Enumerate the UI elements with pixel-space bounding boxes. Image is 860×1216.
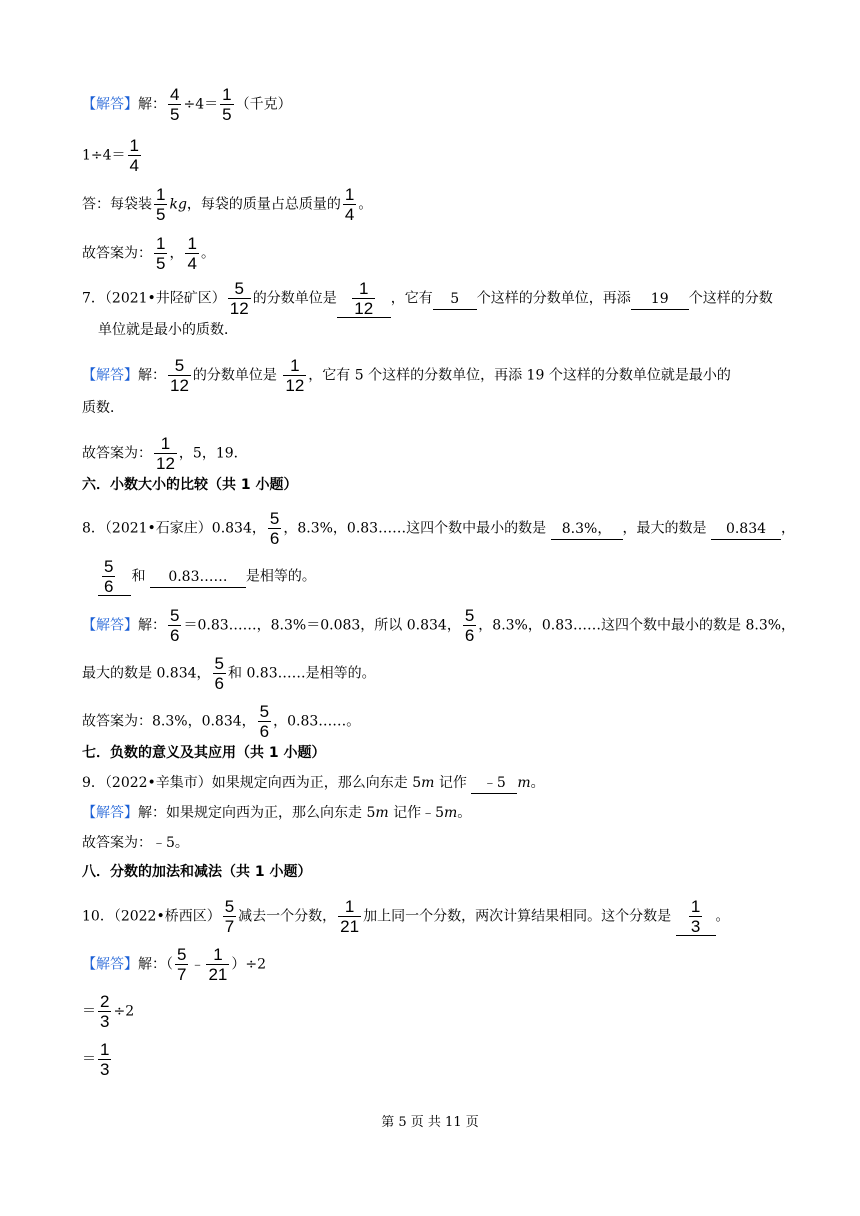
fraction: $\frac{1}{12}$ [156, 434, 175, 473]
answer-blank: 0.83…… [150, 567, 246, 588]
fraction: $\frac{1}{3}$ [100, 1040, 110, 1079]
q6-solution-line: 【解答】解： $\frac{4}{5}$ ÷4＝ $\frac{1}{5}$ （千克） [82, 85, 292, 124]
answer-tag: 【解答】 [82, 617, 138, 634]
fraction: $\frac{1}{3}$ [690, 897, 701, 936]
q8-solution: 【解答】解： $\frac{5}{6}$ ＝0.83……，8.3%＝0.083，所以 0.834， $\frac{5}{6}$ ，8.3%，0.83……这四个数中最小的数是 8.3%， [82, 606, 796, 645]
answer-blank: 8.3%， [551, 519, 623, 540]
fraction: $\frac{1}{5}$ [156, 234, 166, 273]
q7-solution: 【解答】解： $\frac{5}{12}$ 的分数单位是 $\frac{1}{12}$ ，它有 5 个这样的分数单位，再添 19 个这样的分数单位就是最小的 [82, 356, 731, 395]
q8-final-answer: 故答案为：8.3%，0.834， $\frac{5}{6}$ ，0.83……。 [82, 702, 361, 741]
answer-tag: 【解答】 [82, 367, 138, 384]
fraction: $\frac{1}{21}$ [340, 897, 360, 936]
q7-solution-line2: 质数． [82, 400, 124, 416]
answer-blank [98, 558, 131, 596]
q7-question: 7．（2021•井陉矿区） $\frac{5}{12}$ 的分数单位是 $\frac{1}{12}$ ，它有 5 个这样的分数单位，再添 19 个这样的分数 [82, 279, 773, 318]
fraction: $\frac{5}{6}$ [269, 509, 280, 548]
q9-solution: 【解答】解：如果规定向西为正，那么向东走 5m 记作﹣5m。 [82, 805, 472, 821]
fraction: $\frac{4}{5}$ [170, 85, 180, 124]
section-heading: 七．负数的意义及其应用（共 1 小题） [82, 745, 326, 761]
q6-final-answer: 故答案为： $\frac{1}{5}$ ， $\frac{1}{4}$ 。 [82, 234, 215, 273]
answer-blank: 0.834 [711, 519, 781, 540]
answer-tag: 【解答】 [82, 956, 138, 973]
fraction: $\frac{5}{6}$ [259, 702, 270, 741]
q10-question: 10．（2022•桥西区） $\frac{5}{7}$ 减去一个分数， $\frac{1}{21}$ 加上同一个分数，两次计算结果相同。这个分数是 $\frac{1}{3}$ 。 [82, 897, 730, 936]
page-footer: 第 5 页 共 11 页 [381, 1115, 479, 1130]
fraction: $\frac{5}{12}$ [170, 356, 189, 395]
q8-solution-line2: 最大的数是 0.834， $\frac{5}{6}$ 和 0.83……是相等的。 [82, 654, 376, 693]
fraction: $\frac{1}{12}$ [285, 356, 305, 395]
q10-step2: ＝ $\frac{2}{3}$ ÷2 [82, 992, 135, 1031]
fraction: $\frac{5}{6}$ [170, 606, 180, 645]
fraction: $\frac{1}{12}$ [354, 279, 374, 318]
q6-step2: 1÷4＝ $\frac{1}{4}$ [82, 136, 140, 175]
q6-answer-statement: 答：每袋装 $\frac{1}{5}$ kg，每袋的质量占总质量的 $\frac{1}{4}$ 。 [82, 185, 373, 224]
answer-tag: 【解答】 [82, 805, 138, 821]
q8-question: 8．（2021•石家庄）0.834， $\frac{5}{6}$ ，8.3%，0.83……这四个数中最小的数是 8.3%， ，最大的数是 0.834 ， [82, 509, 795, 548]
answer-blank: 19 [631, 289, 689, 310]
fraction: $\frac{5}{6}$ [464, 606, 475, 645]
section-heading: 八．分数的加法和减法（共 1 小题） [82, 864, 312, 880]
answer-blank [676, 898, 716, 936]
q10-solution: 【解答】解：（ $\frac{5}{7}$ ﹣ $\frac{1}{21}$ ）÷2 [82, 945, 267, 984]
q9-final-answer: 故答案为：﹣5。 [82, 835, 189, 851]
fraction: $\frac{5}{7}$ [177, 945, 187, 984]
fraction: $\frac{5}{6}$ [104, 557, 114, 596]
q9-question: 9．（2022•辛集市）如果规定向西为正，那么向东走 5m 记作 ﹣5 m。 [82, 773, 545, 794]
fraction: $\frac{2}{3}$ [100, 992, 110, 1031]
answer-tag: 【解答】 [82, 96, 138, 113]
fraction: $\frac{1}{4}$ [344, 185, 355, 224]
answer-blank: 5 [433, 289, 477, 310]
fraction: $\frac{1}{5}$ [156, 185, 166, 224]
fraction: $\frac{1}{21}$ [208, 945, 228, 984]
fraction: $\frac{5}{7}$ [224, 897, 235, 936]
fraction: $\frac{5}{6}$ [214, 654, 224, 693]
section-heading: 六．小数大小的比较（共 1 小题） [82, 477, 298, 493]
answer-blank: ﹣5 [471, 773, 517, 794]
fraction: $\frac{1}{4}$ [187, 234, 197, 273]
fraction: $\frac{1}{5}$ [222, 85, 232, 124]
fraction: $\frac{1}{4}$ [129, 136, 140, 175]
q10-step3: ＝ $\frac{1}{3}$ [82, 1040, 110, 1079]
fraction: $\frac{5}{12}$ [229, 279, 249, 318]
answer-blank [337, 280, 391, 318]
q7-question-line2: 单位就是最小的质数． [98, 322, 238, 338]
q7-final-answer: 故答案为： $\frac{1}{12}$ ，5，19． [82, 434, 248, 473]
q8-question-line2: $\frac{5}{6}$ 和 0.83…… 是相等的。 [98, 558, 316, 596]
